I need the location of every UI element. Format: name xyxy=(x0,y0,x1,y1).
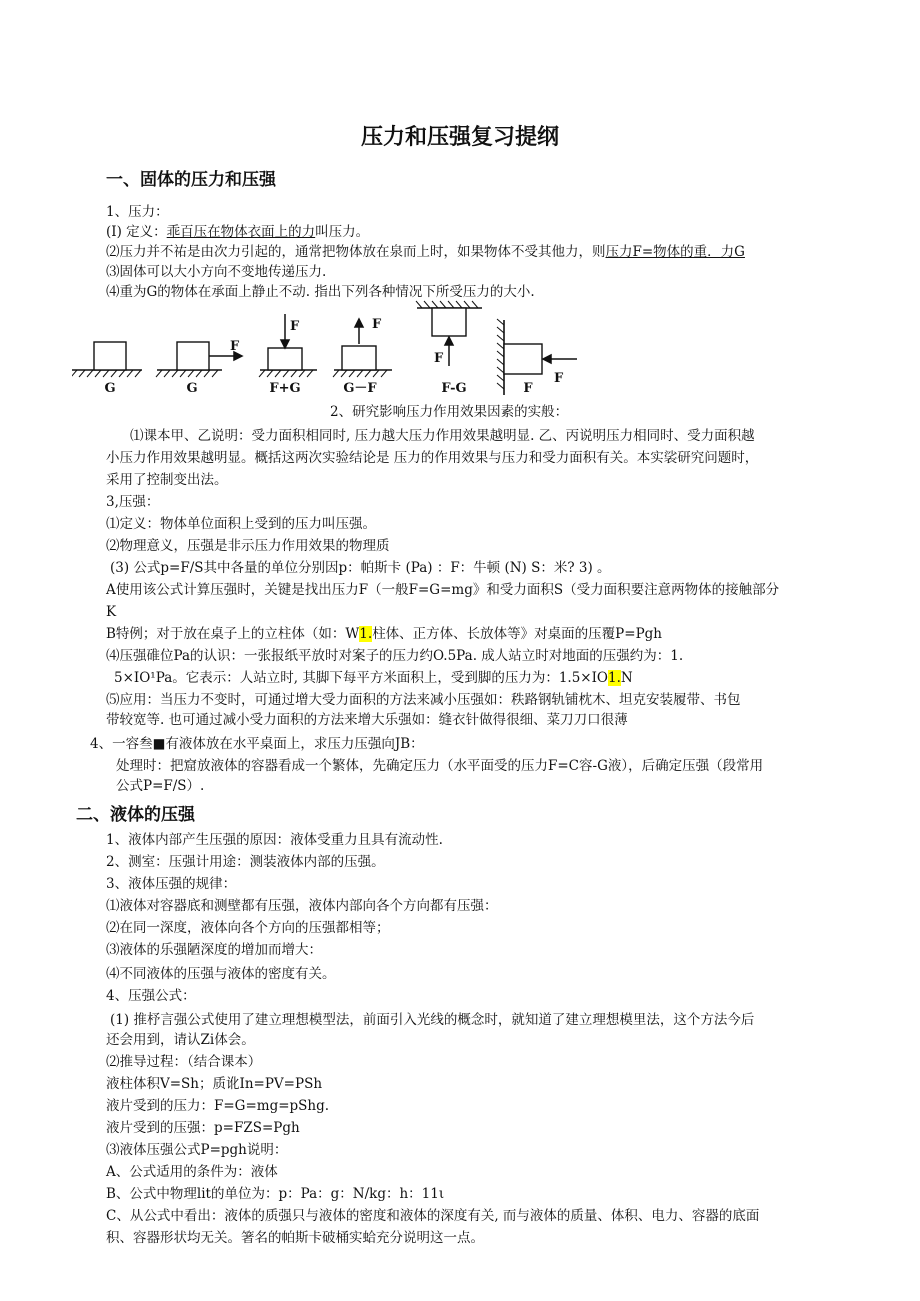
text-line: A使用该公式计算压强时，关键是找出压力F（一般F=G=mg》和受力面积S（受力面积要注意两物体的接触部分 xyxy=(106,582,780,598)
document-title: 压力和压强复习提纲 xyxy=(360,125,559,150)
text-line: 4、压强公式： xyxy=(106,988,196,1004)
text-line xyxy=(114,668,633,688)
text-line: 4、一容叁■有液体放在水平桌面上，求压力压强向JB： xyxy=(90,736,424,752)
force-label: F xyxy=(230,339,240,354)
text-line: ⑵物理意义，压强是非示压力作用效果的物理质 xyxy=(106,538,390,554)
text-line: ⑴定义：物体单位面积上受到的压力叫压强。 xyxy=(106,516,376,532)
text-line: 2、研究影响压力作用效果因素的实般： xyxy=(330,404,569,420)
text-line: 2、测室：压强计用途：测装液体内部的压强。 xyxy=(106,854,385,870)
text-span: (I) 定义： xyxy=(106,224,167,240)
text-line: ⑷不同液体的压强与液体的密度有关。 xyxy=(106,966,336,982)
force-label: F xyxy=(434,351,444,366)
text-line: ⑴课本甲、乙说明：受力面积相同时, 压力越大压力作用效果越明显. 乙、丙说明压力相同时、受力面积越 xyxy=(130,428,755,444)
underlined-definition: 乖百压在物体衣面上的力 xyxy=(166,224,316,240)
pressure-label: G xyxy=(186,381,198,396)
pressure-label: F+G xyxy=(269,381,301,396)
text-line: 采用了控制变出法。 xyxy=(106,472,228,488)
text-line: A、公式适用的条件为：液体 xyxy=(106,1164,278,1180)
underlined-formula: 压力F=物体的重．力G xyxy=(605,244,745,260)
text-span: ⑵压力并不祐是由次力引起的，通常把物体放在泉而上时，如果物体不受其他力，则 xyxy=(106,244,606,260)
text-line: ⑶液体的乐强陋深度的增加而增大： xyxy=(106,942,322,958)
highlighted-text: 1. xyxy=(608,670,621,686)
section-heading-liquid: 二、液体的压强 xyxy=(76,805,195,825)
text-line: ⑵推导过程：（结合课本） xyxy=(106,1054,262,1070)
text-line: ⑵在同一深度，液体向各个方向的压强都相等； xyxy=(106,920,390,936)
text-line: K xyxy=(106,604,117,620)
text-line: ⑸应用：当压力不变时，可通过增大受力面积的方法来减小压强如：秩路钢轨铺枕木、坦克安装履带、书包 xyxy=(106,692,741,708)
text-span: 柱体、正方体、长放体等》对桌面的压覆P=Pgh xyxy=(372,626,663,642)
pressure-label: G xyxy=(104,381,116,396)
text-line: (1) 推杼言强公式使用了建立理想模型法，前面引入光线的概念时，就知道了建立理想模里法，这个方法今后 xyxy=(110,1012,755,1028)
text-line: 3、液体压强的规律： xyxy=(106,876,237,892)
text-line: 还会用到，请认Zi体会。 xyxy=(106,1032,255,1048)
text-line: ⑶固体可以大小方向不变地传递压力. xyxy=(106,264,327,280)
text-line: ⑴液体对容器底和测壁都有压强，液体内部向各个方向都有压强： xyxy=(106,898,498,914)
text-line: 带较宽等. 也可通过减小受力面积的方法来增大乐强如：缝衣针做得很细、菜刀刀口很薄 xyxy=(106,712,628,728)
text-span: 叫压力。 xyxy=(315,224,370,240)
text-line: 处理时：把窟放液体的容器看成一个繁体，先确定压力（水平面受的压力F=C容-G液），后确定压强（段常用 xyxy=(116,758,764,774)
text-line: 液柱体积V=Sh；质讹In=PV=PSh xyxy=(106,1076,323,1092)
pressure-label: G－F xyxy=(343,381,377,396)
pressure-label: F xyxy=(523,381,533,396)
text-line: 1、液体内部产生压强的原因：液体受重力且具有流动性. xyxy=(106,832,443,848)
text-line: ⑷重为G的物体在承面上静止不动. 指出下列各种情况下所受压力的大小. xyxy=(106,284,535,300)
text-line: 液片受到的压强：p=FZS=Pgh xyxy=(106,1120,300,1136)
text-line: (3) 公式p=F/S其中各量的单位分别因p：帕斯卡 (Pa) ：F：牛顿 (N) S：米? 3) 。 xyxy=(110,560,611,576)
text-line: B、公式中物理lit的单位为：p：Pa：g：N/kg：h：11ι xyxy=(106,1186,445,1202)
section-heading-solid: 一、固体的压力和压强 xyxy=(106,170,276,190)
text-line: 3,压强： xyxy=(106,494,160,510)
text-line xyxy=(106,222,369,242)
text-line: ⑶液体压强公式P=pgh说明： xyxy=(106,1142,288,1158)
text-span: 5×IO¹Pa。它表示：人站立时, 其脚下每平方米面积上，受到脚的压力为：1.5×IO xyxy=(114,670,609,686)
text-line xyxy=(106,624,662,644)
text-line: ⑷压强碓位Pa的认识：一张报纸平放时对案子的压力约O.5Pa. 成人站立时对地面的压强约为：1. xyxy=(106,648,684,664)
text-span: N xyxy=(620,670,633,686)
text-line: C、从公式中看出：液体的质强只与液体的密度和液体的深度有关, 而与液体的质量、体积、电力、容器的底面 xyxy=(106,1208,760,1224)
pressure-force-diagram xyxy=(72,300,592,405)
text-span: B特例；对于放在桌子上的立柱体（如：W xyxy=(106,626,360,642)
force-label: F xyxy=(290,319,300,334)
force-label: F xyxy=(554,371,564,386)
force-label: F xyxy=(372,317,382,332)
text-line: 1、压力： xyxy=(106,204,169,220)
text-line: 积、容器形状均无关。箸名的帕斯卡破桶实蛤充分说明这一点。 xyxy=(106,1230,484,1246)
text-line: 公式P=F/S）. xyxy=(116,778,205,794)
text-line: 液片受到的压力：F=G=mg=pShg. xyxy=(106,1098,330,1114)
highlighted-text: 1. xyxy=(359,626,373,642)
pressure-label: F-G xyxy=(441,381,467,396)
text-line xyxy=(106,242,745,262)
text-line: 小压力作用效果越明显。概括这两次实验结论是 压力的作用效果与压力和受力面积有关。本实裟研究问题时， xyxy=(106,450,759,466)
